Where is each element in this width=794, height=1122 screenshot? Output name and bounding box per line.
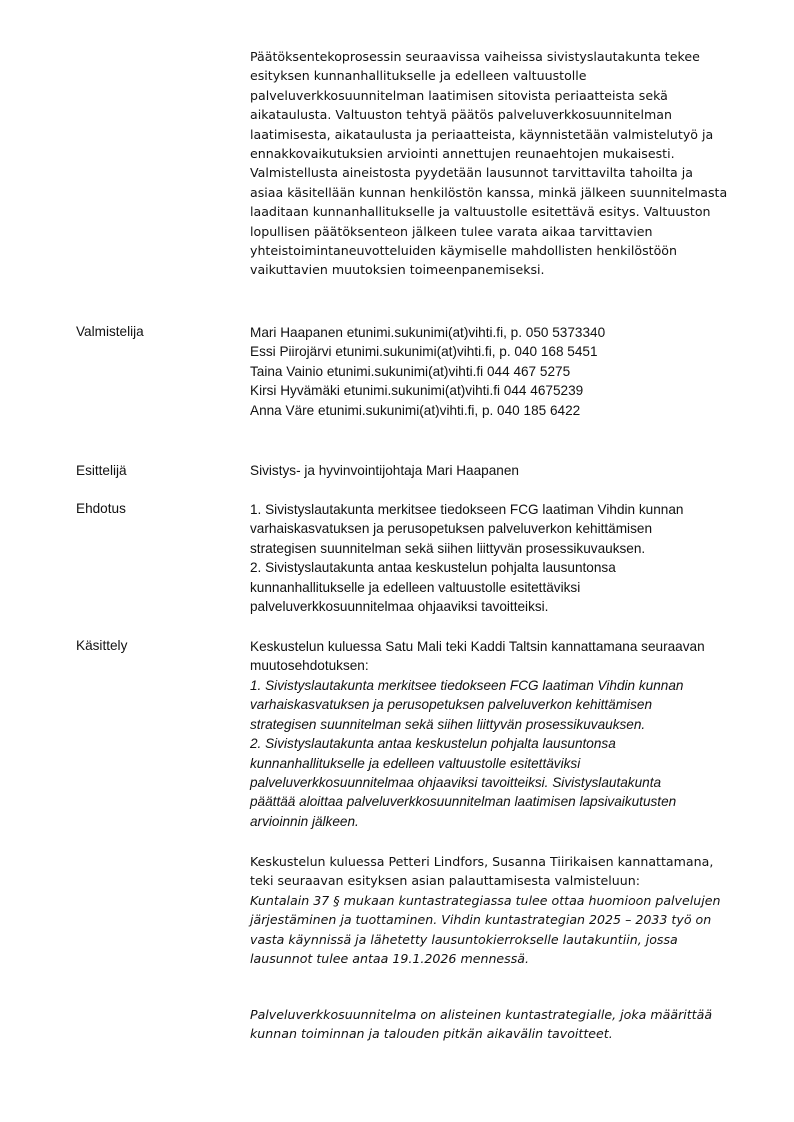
text-line: ennakkovaikutuksien arviointi annettujen reunaehtojen mukaisesti. (250, 146, 675, 162)
text-line: päättää aloittaa palveluverkkosuunnitelman laatimisen lapsivaikutusten (250, 794, 677, 810)
text-line: asiaa käsitellään kunnan henkilöstön kanssa, minkä jälkeen suunnitelmasta (250, 184, 728, 200)
intro-paragraph (250, 47, 727, 280)
text-line: 1. Sivistyslautakunta merkitsee tiedokseen FCG laatiman Vihdin kunnan (250, 502, 684, 517)
contact-line: Kirsi Hyvämäki etunimi.sukunimi(at)vihti.fi 044 4675239 (250, 383, 584, 399)
text-line: strategisen suunnitelman sekä siihen liittyvän prosessikuvauksen. (250, 716, 646, 732)
text-line: lausunnot tulee antaa 19.1.2026 mennessä. (250, 951, 530, 967)
kasittely-label: Käsittely (76, 638, 128, 653)
contact-line: Anna Väre etunimi.sukunimi(at)vihti.fi, p. 040 185 6422 (250, 402, 581, 418)
text-line: yhteistoimintaneuvotteluiden käymiselle mahdollisten henkilöstöön (250, 243, 677, 259)
kasittely-intro-1 (250, 637, 705, 676)
text-line: teki seuraavan esityksen asian palauttamisesta valmisteluun: (250, 873, 640, 889)
text-line: vasta käynnissä ja lähetetty lausuntokierrokselle lautakuntiin, jossa (250, 931, 678, 947)
text-line: varhaiskasvatuksen ja perusopetuksen palveluverkon kehittämisen (250, 521, 652, 537)
text-line: strategisen suunnitelman sekä siihen liittyvän prosessikuvauksen. (250, 540, 646, 556)
text-line: Keskustelun kuluessa Satu Mali teki Kaddi Taltsin kannattamana seuraavan (250, 639, 705, 654)
text-line: vaikuttavien muutoksien toimeenpanemiseksi. (250, 262, 545, 278)
text-line: 2. Sivistyslautakunta antaa keskustelun pohjalta lausuntonsa (250, 560, 616, 576)
text-line: kunnan toiminnan ja talouden pitkän aikavälin tavoitteet. (250, 1026, 613, 1042)
text-line: järjestäminen ja tuottaminen. Vihdin kuntastrategian 2025 – 2033 työ on (250, 912, 712, 928)
contact-line: Taina Vainio etunimi.sukunimi(at)vihti.fi 044 467 5275 (250, 363, 571, 379)
text-line: esityksen kunnanhallitukselle ja edelleen valtuustolle (250, 68, 587, 84)
text-line: laatimisesta, aikataulusta ja periaatteista, käynnistetään valmistelutyö ja (250, 126, 714, 142)
text-line: aikataulusta. Valtuuston tehtyä päätös palveluverkkosuunnitelman (250, 107, 672, 123)
valmistelija-label: Valmistelija (76, 324, 144, 339)
text-line: Keskustelun kuluessa Petteri Lindfors, Susanna Tiirikaisen kannattamana, (250, 854, 714, 869)
text-line: 2. Sivistyslautakunta antaa keskustelun pohjalta lausuntonsa (250, 736, 616, 752)
kasittely-intro-2 (250, 852, 713, 891)
text-line: 1. Sivistyslautakunta merkitsee tiedokseen FCG laatiman Vihdin kunnan (250, 678, 684, 693)
text-line: kunnanhallitukselle ja edelleen valtuustolle esitettäviksi (250, 579, 581, 595)
text-line: Valmistellusta aineistosta pyydetään lausunnot tarvittavilta tahoilta ja (250, 165, 693, 181)
contact-line: Mari Haapanen etunimi.sukunimi(at)vihti.fi, p. 050 5373340 (250, 325, 606, 340)
text-line: lopullisen päätöksenteon jälkeen tulee varata aikaa tarvittavien (250, 223, 653, 239)
text-line: kunnanhallitukselle ja edelleen valtuustolle esitettäviksi (250, 755, 581, 771)
kasittely-proposal-1 (250, 676, 683, 831)
text-line: Palveluverkkosuunnitelma on alisteinen kuntastrategialle, joka määrittää (250, 1007, 713, 1022)
text-line: Päätöksentekoprosessin seuraavissa vaiheissa sivistyslautakunta tekee (250, 49, 700, 64)
text-line: laaditaan kunnanhallitukselle ja valtuustolle esitettävä esitys. Valtuuston (250, 204, 711, 220)
text-line: palveluverkkosuunnitelmaa ohjaaviksi tavoitteiksi. (250, 599, 549, 615)
text-line: Kuntalain 37 § mukaan kuntastrategiassa tulee ottaa huomioon palvelujen (250, 893, 721, 908)
text-line: palveluverkkosuunnitelmaa ohjaaviksi tavoitteiksi. Sivistyslautakunta (250, 775, 662, 791)
text-line: varhaiskasvatuksen ja perusopetuksen palveluverkon kehittämisen (250, 697, 652, 713)
text-line: arvioinnin jälkeen. (250, 813, 359, 829)
ehdotus-label: Ehdotus (76, 501, 126, 516)
esittelija-label: Esittelijä (76, 463, 127, 478)
kasittely-proposal-2 (250, 891, 720, 969)
esittelija-text: Sivistys- ja hyvinvointijohtaja Mari Haapanen (250, 463, 519, 478)
kasittely-proposal-2-b (250, 1005, 712, 1044)
text-line: muutosehdotuksen: (250, 658, 369, 674)
text-line: palveluverkkosuunnitelman laatimisen sitovista periaatteista sekä (250, 87, 668, 103)
valmistelija-contacts (250, 323, 605, 420)
contact-line: Essi Piirojärvi etunimi.sukunimi(at)vihti.fi, p. 040 168 5451 (250, 344, 598, 360)
ehdotus-text (250, 500, 683, 616)
